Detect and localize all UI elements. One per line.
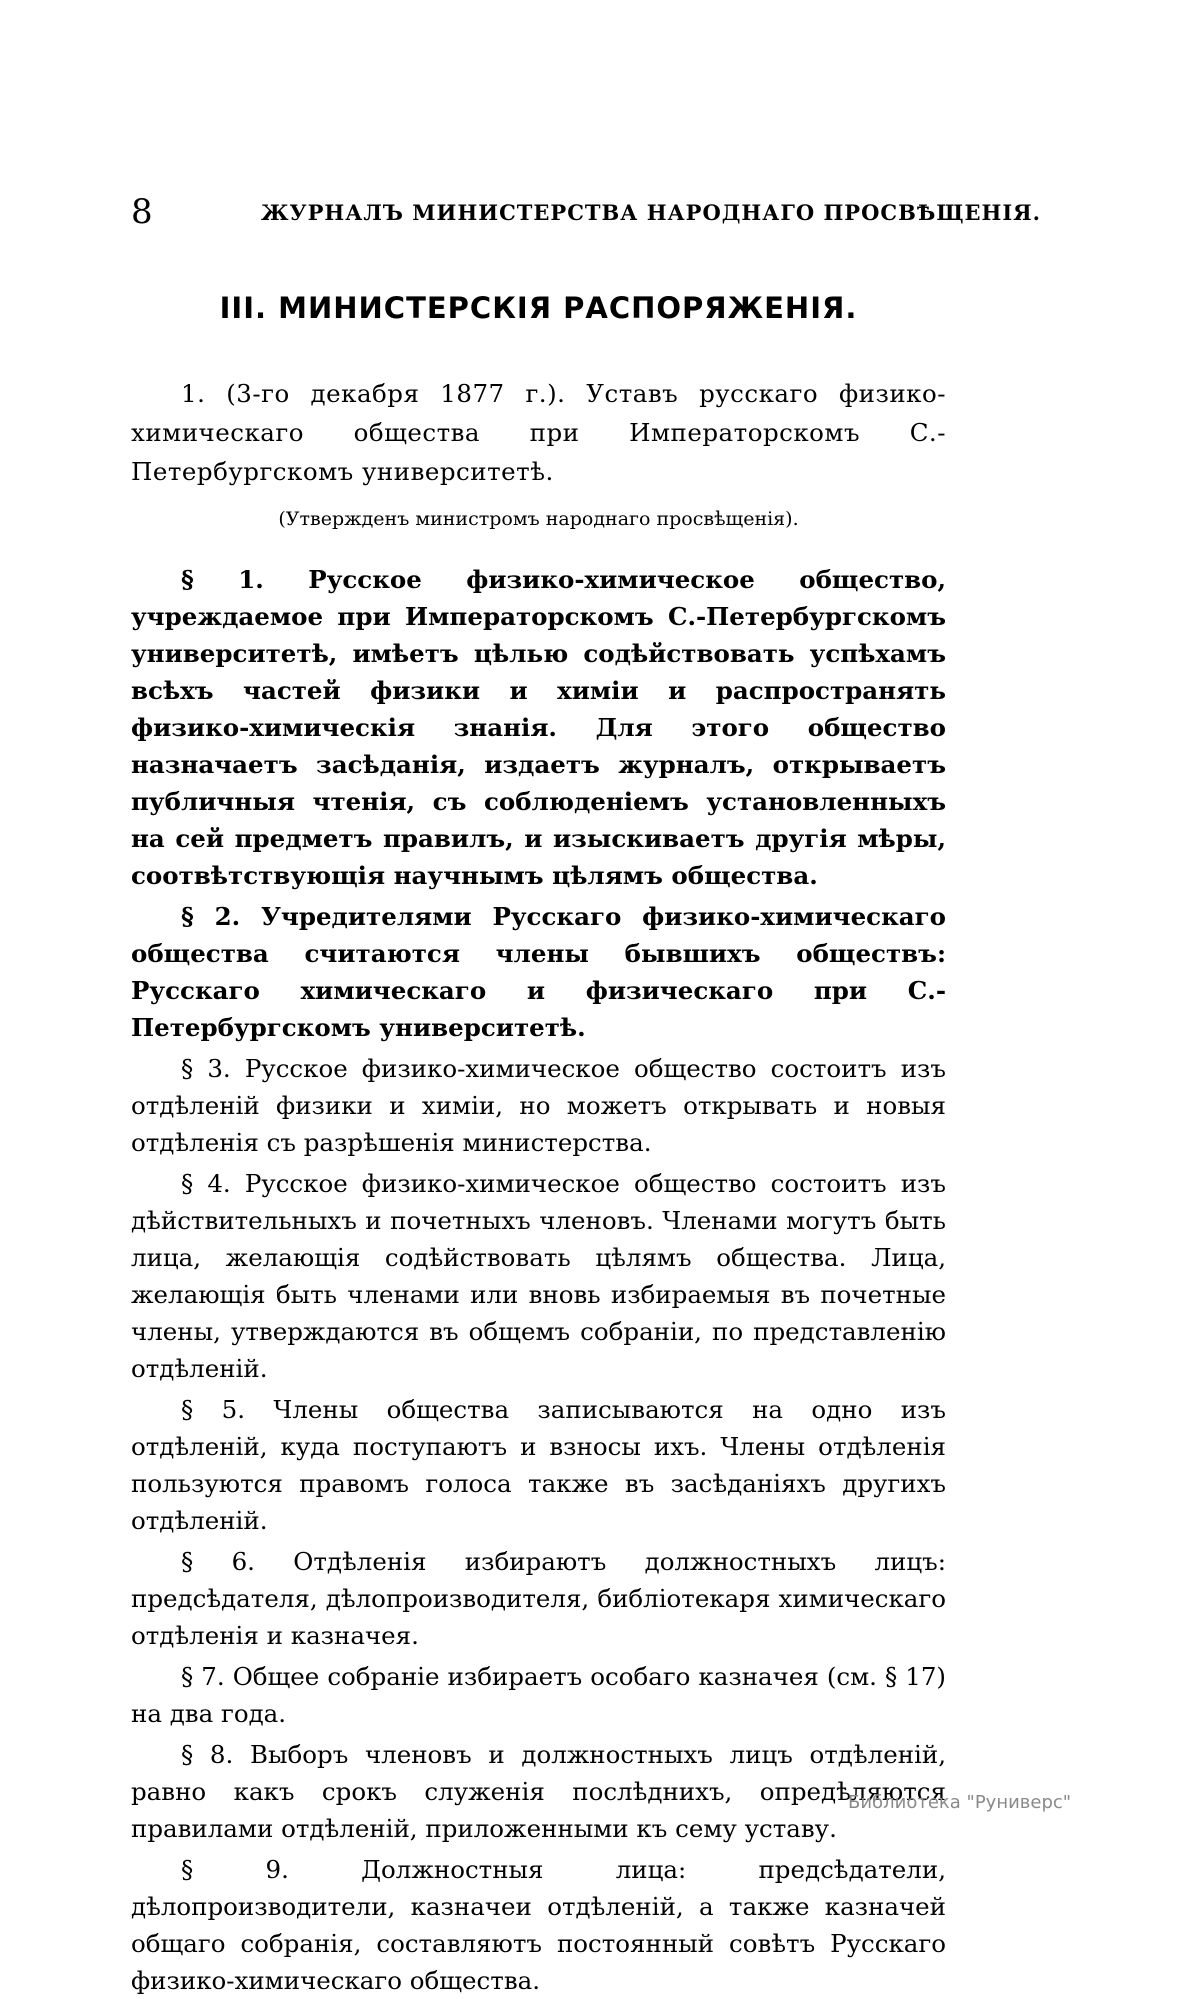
- paragraph-1: [131, 561, 946, 894]
- paragraph-7: [131, 1658, 946, 1732]
- paragraph-number: § 9.: [181, 1855, 289, 1884]
- paragraph-9: [131, 1851, 946, 1999]
- approval-note: (Утвержденъ министромъ народнаго просвѣщенія).: [278, 508, 799, 530]
- paragraph-number: § 6.: [181, 1547, 255, 1576]
- paragraph-2: [131, 898, 946, 1046]
- paragraph-text: Отдѣленія избираютъ должностныхъ лицъ: предсѣдателя, дѣлопроизводителя, библіотекаря химическаго отдѣленія и казначея.: [131, 1547, 946, 1650]
- paragraph-text: Учредителями Русскаго физико-химическаго общества считаются члены бывшихъ обществъ: Русскаго химическаго и физическаго при С.-Петербургскомъ университетѣ.: [131, 902, 946, 1042]
- paragraph-text: Русское физико-химическое общество состоитъ изъ дѣйствительныхъ и почетныхъ членовъ. Членами могутъ быть лица, желающія содѣйствовать цѣлямъ общества. Лица, желающія быть членами или вновь избираемыя въ почетные члены, утверждаются въ общемъ собраніи, по представленію отдѣленій.: [131, 1169, 946, 1383]
- paragraph-8: [131, 1736, 946, 1847]
- running-title: ЖУРНАЛЪ МИНИСТЕРСТВА НАРОДНАГО ПРОСВѢЩЕНІЯ.: [261, 200, 1041, 225]
- library-watermark: Библиотека "Руниверс": [848, 1792, 1072, 1813]
- paragraph-number: § 5.: [181, 1395, 246, 1424]
- paragraph-3: [131, 1050, 946, 1161]
- paragraph-6: [131, 1543, 946, 1654]
- paragraph-text: Русское физико-химическое общество, учреждаемое при Императорскомъ С.-Петербургскомъ университетѣ, имѣетъ цѣлью содѣйствовать успѣхамъ всѣхъ частей физики и химіи и распространять физико-химическія знанія. Для этого общество назначаетъ засѣданія, издаетъ журналъ, открываетъ публичныя чтенія, съ соблюденіемъ установленныхъ на сей предметъ правилъ, и изыскиваетъ другія мѣры, соотвѣтствующія научнымъ цѣлямъ общества.: [131, 565, 947, 890]
- document-body: [131, 374, 946, 1999]
- paragraph-number: § 4.: [181, 1169, 231, 1198]
- paragraph-number: § 7.: [181, 1662, 225, 1691]
- paragraph-text: Должностныя лица: предсѣдатели, дѣлопроизводители, казначеи отдѣленій, а также казначей общаго собранія, составляютъ постоянный совѣтъ Русскаго физико-химическаго общества.: [131, 1855, 946, 1995]
- paragraph-5: [131, 1391, 946, 1539]
- paragraph-text: Общее собраніе избираетъ особаго казначея (см. § 17) на два года.: [131, 1662, 946, 1728]
- page-number: 8: [131, 192, 153, 232]
- paragraph-number: § 2.: [181, 902, 241, 931]
- section-title: III. МИНИСТЕРСКІЯ РАСПОРЯЖЕНІЯ.: [219, 291, 858, 325]
- paragraph-4: [131, 1165, 946, 1387]
- page-header: [131, 192, 1041, 232]
- paragraph-text: Члены общества записываются на одно изъ отдѣленій, куда поступаютъ и взносы ихъ. Члены отдѣленія пользуются правомъ голоса также въ засѣданіяхъ другихъ отдѣленій.: [131, 1395, 946, 1535]
- intro-paragraph: 1. (3-го декабря 1877 г.). Уставъ русскаго физико-химическаго общества при Императорскомъ С.-Петербургскомъ университетѣ.: [131, 379, 946, 486]
- paragraph-text: Выборъ членовъ и должностныхъ лицъ отдѣленій, равно какъ срокъ служенія послѣднихъ, опредѣляются правилами отдѣленій, приложенными къ сему уставу.: [131, 1740, 946, 1843]
- paragraph-number: § 8.: [181, 1740, 234, 1769]
- paragraph-number: § 1.: [181, 565, 264, 594]
- paragraph-text: Русское физико-химическое общество состоитъ изъ отдѣленій физики и химіи, но можетъ открывать и новыя отдѣленія съ разрѣшенія министерства.: [131, 1054, 946, 1157]
- paragraph-number: § 3.: [181, 1054, 231, 1083]
